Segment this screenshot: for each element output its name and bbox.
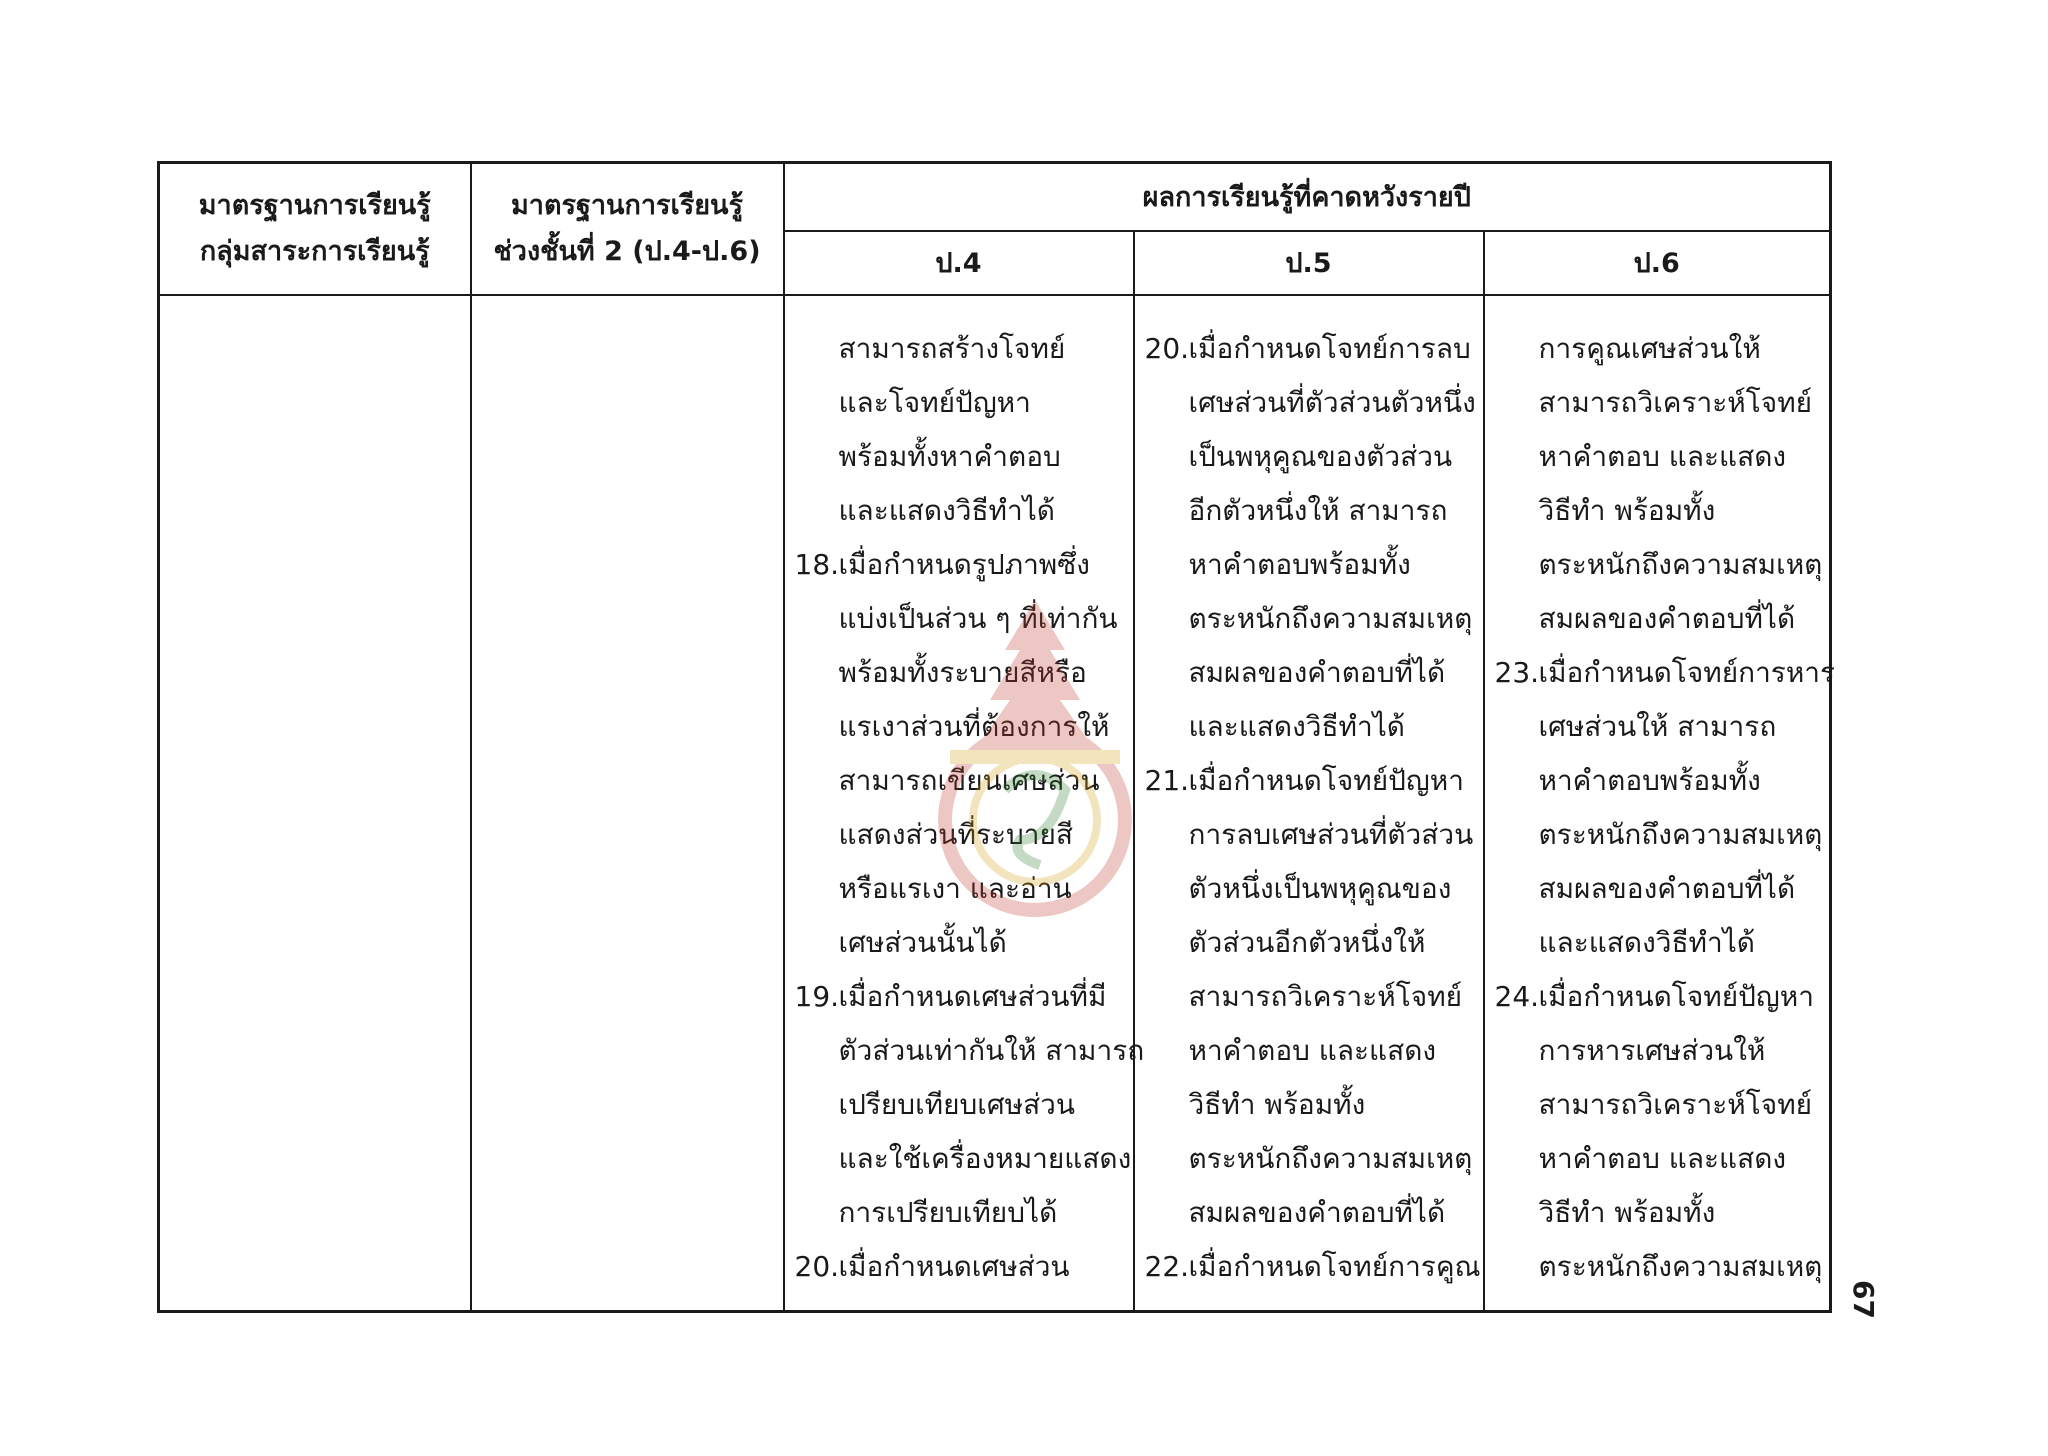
outcome-text: ตระหนักถึงความสมเหตุ	[1188, 601, 1473, 635]
outcome-text: แสดงส่วนที่ระบายสี	[838, 817, 1073, 851]
cell-learning-standard-group	[159, 295, 471, 1312]
outcome-number: 21.	[1144, 763, 1190, 797]
outcome-line	[785, 916, 1133, 970]
outcome-line	[1135, 700, 1483, 754]
outcome-line	[785, 970, 1133, 1024]
outcome-number: 18.	[794, 547, 840, 581]
outcome-text: การคูณเศษส่วนให้	[1538, 331, 1761, 365]
outcome-text: ตระหนักถึงความสมเหตุ	[1538, 547, 1823, 581]
outcome-text: เมื่อกำหนดเศษส่วน	[838, 1249, 1070, 1283]
outcome-text: สมผลของคำตอบที่ได้	[1188, 655, 1446, 689]
outcome-list	[1135, 296, 1483, 1294]
outcome-text: การเปรียบเทียบได้	[838, 1195, 1058, 1229]
outcome-text: หาคำตอบพร้อมทั้ง	[1188, 547, 1411, 581]
outcome-text: ตระหนักถึงความสมเหตุ	[1188, 1141, 1473, 1175]
outcome-text: และแสดงวิธีทำได้	[838, 493, 1055, 527]
outcome-text: ตัวส่วนเท่ากันให้ สามารถ	[838, 1033, 1145, 1067]
outcome-line	[1135, 646, 1483, 700]
cell-learning-standard-level	[471, 295, 784, 1312]
outcome-line	[1485, 592, 1830, 646]
outcome-line	[785, 862, 1133, 916]
outcome-line	[1485, 1024, 1830, 1078]
outcome-text: เมื่อกำหนดโจทย์การลบ	[1188, 331, 1471, 365]
outcome-number: 23.	[1494, 655, 1540, 689]
outcome-line	[785, 484, 1133, 538]
outcome-line	[1485, 862, 1830, 916]
outcome-line	[785, 1132, 1133, 1186]
outcome-text: การหารเศษส่วนให้	[1538, 1033, 1766, 1067]
outcome-line	[1135, 592, 1483, 646]
outcome-line	[1485, 376, 1830, 430]
outcome-text: หาคำตอบ และแสดง	[1538, 439, 1787, 473]
outcome-text: การลบเศษส่วนที่ตัวส่วน	[1188, 817, 1474, 851]
curriculum-table	[157, 161, 1836, 1313]
outcome-line	[1485, 1240, 1830, 1294]
outcome-line	[785, 430, 1133, 484]
outcome-line	[785, 376, 1133, 430]
header-line: มาตรฐานการเรียนรู้	[198, 189, 431, 221]
outcome-text: วิธีทำ พร้อมทั้ง	[1188, 1087, 1366, 1121]
outcome-text: อีกตัวหนึ่งให้ สามารถ	[1188, 493, 1448, 527]
outcome-text: พร้อมทั้งระบายสีหรือ	[838, 655, 1087, 689]
outcome-line	[1485, 322, 1830, 376]
outcome-line	[1135, 754, 1483, 808]
outcome-line	[1135, 1078, 1483, 1132]
outcome-line	[785, 1240, 1133, 1294]
outcome-line	[1485, 646, 1836, 700]
header-line: ช่วงชั้นที่ 2 (ป.4-ป.6)	[493, 235, 761, 267]
header-grade-6: ป.6	[1484, 231, 1831, 295]
header-line: กลุ่มสาระการเรียนรู้	[199, 235, 430, 267]
outcome-text: หาคำตอบ และแสดง	[1188, 1033, 1437, 1067]
outcome-text: วิธีทำ พร้อมทั้ง	[1538, 493, 1716, 527]
outcome-text: เมื่อกำหนดเศษส่วนที่มี	[838, 979, 1107, 1013]
outcome-text: หาคำตอบพร้อมทั้ง	[1538, 763, 1761, 797]
outcome-number: 22.	[1144, 1249, 1190, 1283]
outcome-line	[785, 322, 1133, 376]
header-grade-4: ป.4	[784, 231, 1134, 295]
outcome-text: เศษส่วนนั้นได้	[838, 925, 1007, 959]
outcome-line	[1135, 322, 1483, 376]
outcome-text: สามารถเขียนเศษส่วน	[838, 763, 1100, 797]
outcome-text: เศษส่วนให้ สามารถ	[1538, 709, 1777, 743]
outcome-line	[785, 700, 1133, 754]
outcome-number: 24.	[1494, 979, 1540, 1013]
outcome-line	[1135, 808, 1483, 862]
header-learning-standard-level	[471, 163, 784, 295]
outcome-text: สามารถวิเคราะห์โจทย์	[1188, 979, 1463, 1013]
outcome-line	[1485, 538, 1830, 592]
outcome-line	[1485, 754, 1830, 808]
outcome-text: ตัวหนึ่งเป็นพหุคูณของ	[1188, 871, 1452, 905]
outcome-text: สมผลของคำตอบที่ได้	[1188, 1195, 1446, 1229]
outcome-line	[1135, 538, 1483, 592]
outcome-text: เปรียบเทียบเศษส่วน	[838, 1087, 1076, 1121]
outcome-line	[1485, 700, 1830, 754]
outcome-line	[1485, 1132, 1830, 1186]
header-line: มาตรฐานการเรียนรู้	[510, 189, 744, 221]
outcome-text: เมื่อกำหนดโจทย์ปัญหา	[1538, 979, 1814, 1013]
outcome-text: สามารถสร้างโจทย์	[838, 331, 1066, 365]
outcome-line	[1135, 1132, 1483, 1186]
outcome-text: และใช้เครื่องหมายแสดง	[838, 1141, 1132, 1175]
outcome-line	[1135, 1240, 1483, 1294]
outcome-line	[1485, 808, 1830, 862]
outcome-line	[785, 1186, 1133, 1240]
outcome-text: เมื่อกำหนดโจทย์การหาร	[1538, 655, 1836, 689]
outcome-line	[785, 646, 1133, 700]
outcome-text: ตระหนักถึงความสมเหตุ	[1538, 1249, 1823, 1283]
outcome-text: สมผลของคำตอบที่ได้	[1538, 871, 1796, 905]
outcome-text: เมื่อกำหนดโจทย์การคูณ	[1188, 1249, 1481, 1283]
outcome-text: และแสดงวิธีทำได้	[1538, 925, 1755, 959]
outcome-text: และโจทย์ปัญหา	[838, 385, 1031, 419]
outcome-line	[1485, 1078, 1830, 1132]
outcome-text: เศษส่วนที่ตัวส่วนตัวหนึ่ง	[1188, 385, 1476, 419]
header-grade-5: ป.5	[1134, 231, 1484, 295]
outcome-line	[1135, 430, 1483, 484]
page-number: 67	[1847, 1280, 1880, 1319]
outcome-line	[1135, 862, 1483, 916]
outcome-line	[1135, 916, 1483, 970]
outcome-line	[1135, 484, 1483, 538]
outcome-text: แรเงาส่วนที่ต้องการให้	[838, 709, 1110, 743]
outcome-line	[1485, 430, 1830, 484]
outcome-text: หรือแรเงา และอ่าน	[838, 871, 1072, 905]
outcome-text: วิธีทำ พร้อมทั้ง	[1538, 1195, 1716, 1229]
outcome-line	[785, 1024, 1145, 1078]
outcome-line	[1135, 970, 1483, 1024]
header-learning-standard-group	[159, 163, 471, 295]
outcome-line	[1485, 970, 1830, 1024]
outcome-line	[785, 1078, 1133, 1132]
outcome-text: และแสดงวิธีทำได้	[1188, 709, 1405, 743]
outcome-text: ตระหนักถึงความสมเหตุ	[1538, 817, 1823, 851]
outcome-line	[1135, 1186, 1483, 1240]
cell-grade-4-outcomes	[784, 295, 1145, 1312]
outcome-number: 20.	[794, 1249, 840, 1283]
outcome-line	[785, 754, 1133, 808]
outcome-text: สมผลของคำตอบที่ได้	[1538, 601, 1796, 635]
outcome-line	[785, 538, 1133, 592]
outcome-number: 19.	[794, 979, 840, 1013]
outcome-text: สามารถวิเคราะห์โจทย์	[1538, 1087, 1813, 1121]
outcome-line	[1485, 916, 1830, 970]
outcome-text: แบ่งเป็นส่วน ๆ ที่เท่ากัน	[838, 601, 1118, 635]
header-expected-outcomes: ผลการเรียนรู้ที่คาดหวังรายปี	[784, 163, 1831, 231]
outcome-line	[1135, 376, 1483, 430]
outcome-text: พร้อมทั้งหาคำตอบ	[838, 439, 1061, 473]
outcome-list	[1485, 296, 1836, 1294]
outcome-line	[1485, 1186, 1830, 1240]
outcome-number: 20.	[1144, 331, 1190, 365]
outcome-line	[1485, 484, 1830, 538]
outcome-text: ตัวส่วนอีกตัวหนึ่งให้	[1188, 925, 1426, 959]
outcome-text: เมื่อกำหนดโจทย์ปัญหา	[1188, 763, 1464, 797]
outcome-text: เป็นพหุคูณของตัวส่วน	[1188, 439, 1453, 473]
outcome-line	[785, 808, 1133, 862]
outcome-text: เมื่อกำหนดรูปภาพซึ่ง	[838, 547, 1090, 581]
outcome-text: หาคำตอบ และแสดง	[1538, 1141, 1787, 1175]
outcome-line	[785, 592, 1133, 646]
outcome-list	[785, 296, 1145, 1294]
outcome-line	[1135, 1024, 1483, 1078]
outcome-text: สามารถวิเคราะห์โจทย์	[1538, 385, 1813, 419]
cell-grade-6-outcomes	[1484, 295, 1836, 1312]
cell-grade-5-outcomes	[1134, 295, 1484, 1312]
